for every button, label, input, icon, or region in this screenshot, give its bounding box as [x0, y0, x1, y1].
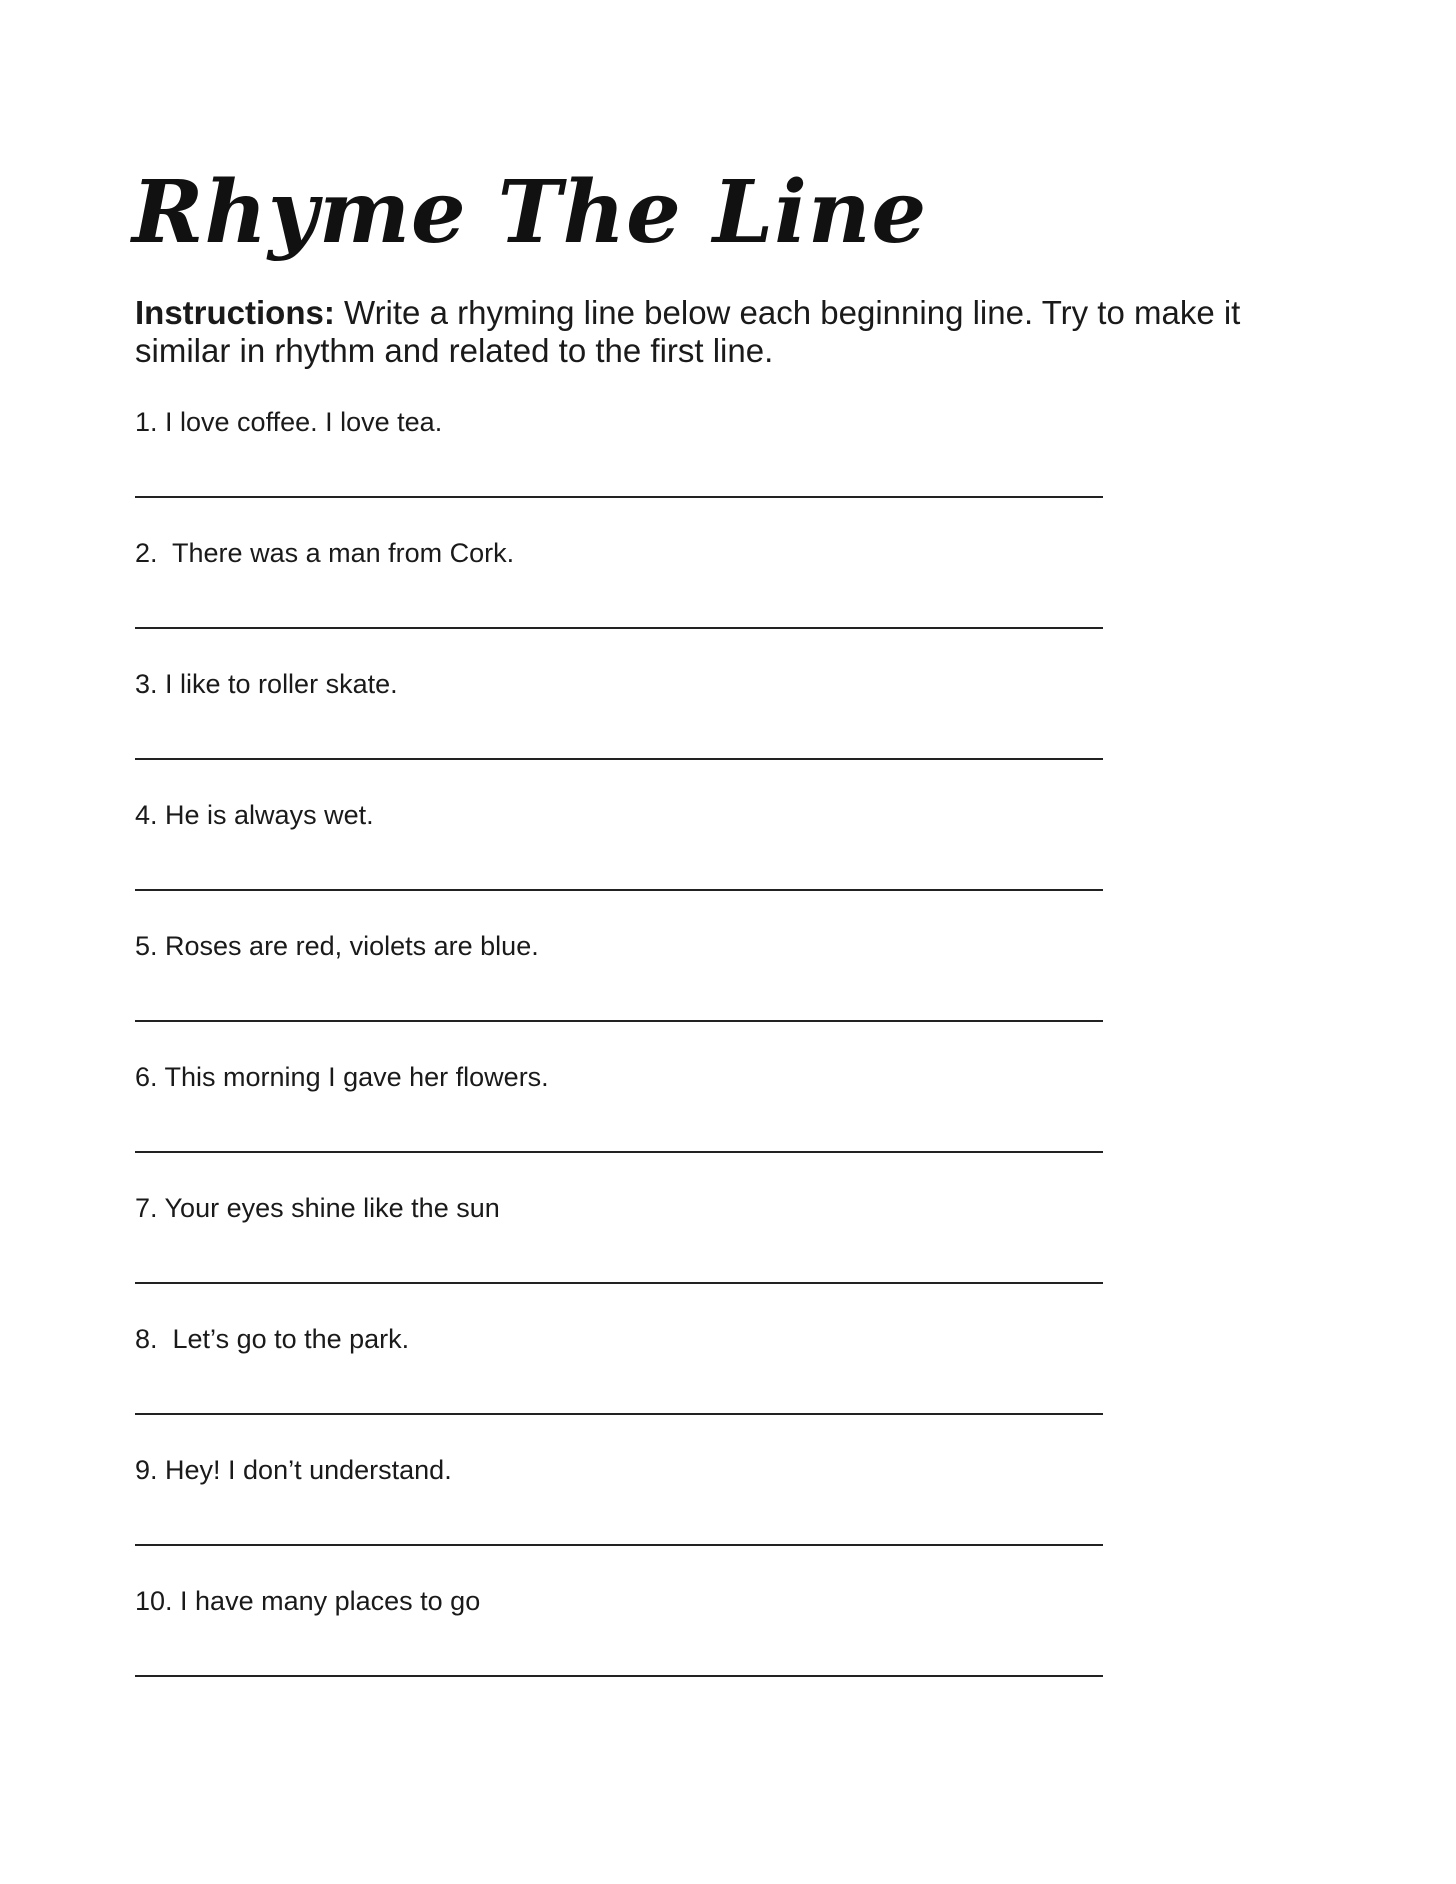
question-prompt: 9. Hey! I don’t understand.: [135, 1455, 452, 1485]
worksheet-title: Rhyme The Line: [132, 162, 928, 263]
instructions: [135, 294, 1265, 370]
answer-line[interactable]: [135, 627, 1103, 629]
instructions-text: Write a rhyming line below each beginning line. Try to make it similar in rhythm and related to the first line.: [135, 294, 1241, 369]
question-prompt: 7. Your eyes shine like the sun: [135, 1193, 500, 1223]
answer-line[interactable]: [135, 1675, 1103, 1677]
answer-line[interactable]: [135, 1544, 1103, 1546]
answer-line[interactable]: [135, 1020, 1103, 1022]
question-item: [135, 1055, 1105, 1186]
answer-line[interactable]: [135, 758, 1103, 760]
question-item: [135, 924, 1105, 1055]
answer-line[interactable]: [135, 1282, 1103, 1284]
question-prompt: 5. Roses are red, violets are blue.: [135, 931, 539, 961]
question-item: [135, 1579, 1105, 1710]
question-item: [135, 1448, 1105, 1579]
answer-line[interactable]: [135, 1413, 1103, 1415]
question-list: [135, 400, 1105, 1710]
question-prompt: 6. This morning I gave her flowers.: [135, 1062, 549, 1092]
instructions-label: Instructions:: [135, 294, 335, 331]
question-item: [135, 793, 1105, 924]
question-item: [135, 1186, 1105, 1317]
question-prompt: 1. I love coffee. I love tea.: [135, 407, 443, 437]
question-item: [135, 531, 1105, 662]
question-item: [135, 400, 1105, 531]
question-item: [135, 1317, 1105, 1448]
question-prompt: 10. I have many places to go: [135, 1586, 481, 1616]
question-prompt: 4. He is always wet.: [135, 800, 374, 830]
question-item: [135, 662, 1105, 793]
question-prompt: 2. There was a man from Cork.: [135, 538, 515, 568]
question-prompt: 8. Let’s go to the park.: [135, 1324, 410, 1354]
answer-line[interactable]: [135, 496, 1103, 498]
answer-line[interactable]: [135, 1151, 1103, 1153]
question-prompt: 3. I like to roller skate.: [135, 669, 398, 699]
answer-line[interactable]: [135, 889, 1103, 891]
